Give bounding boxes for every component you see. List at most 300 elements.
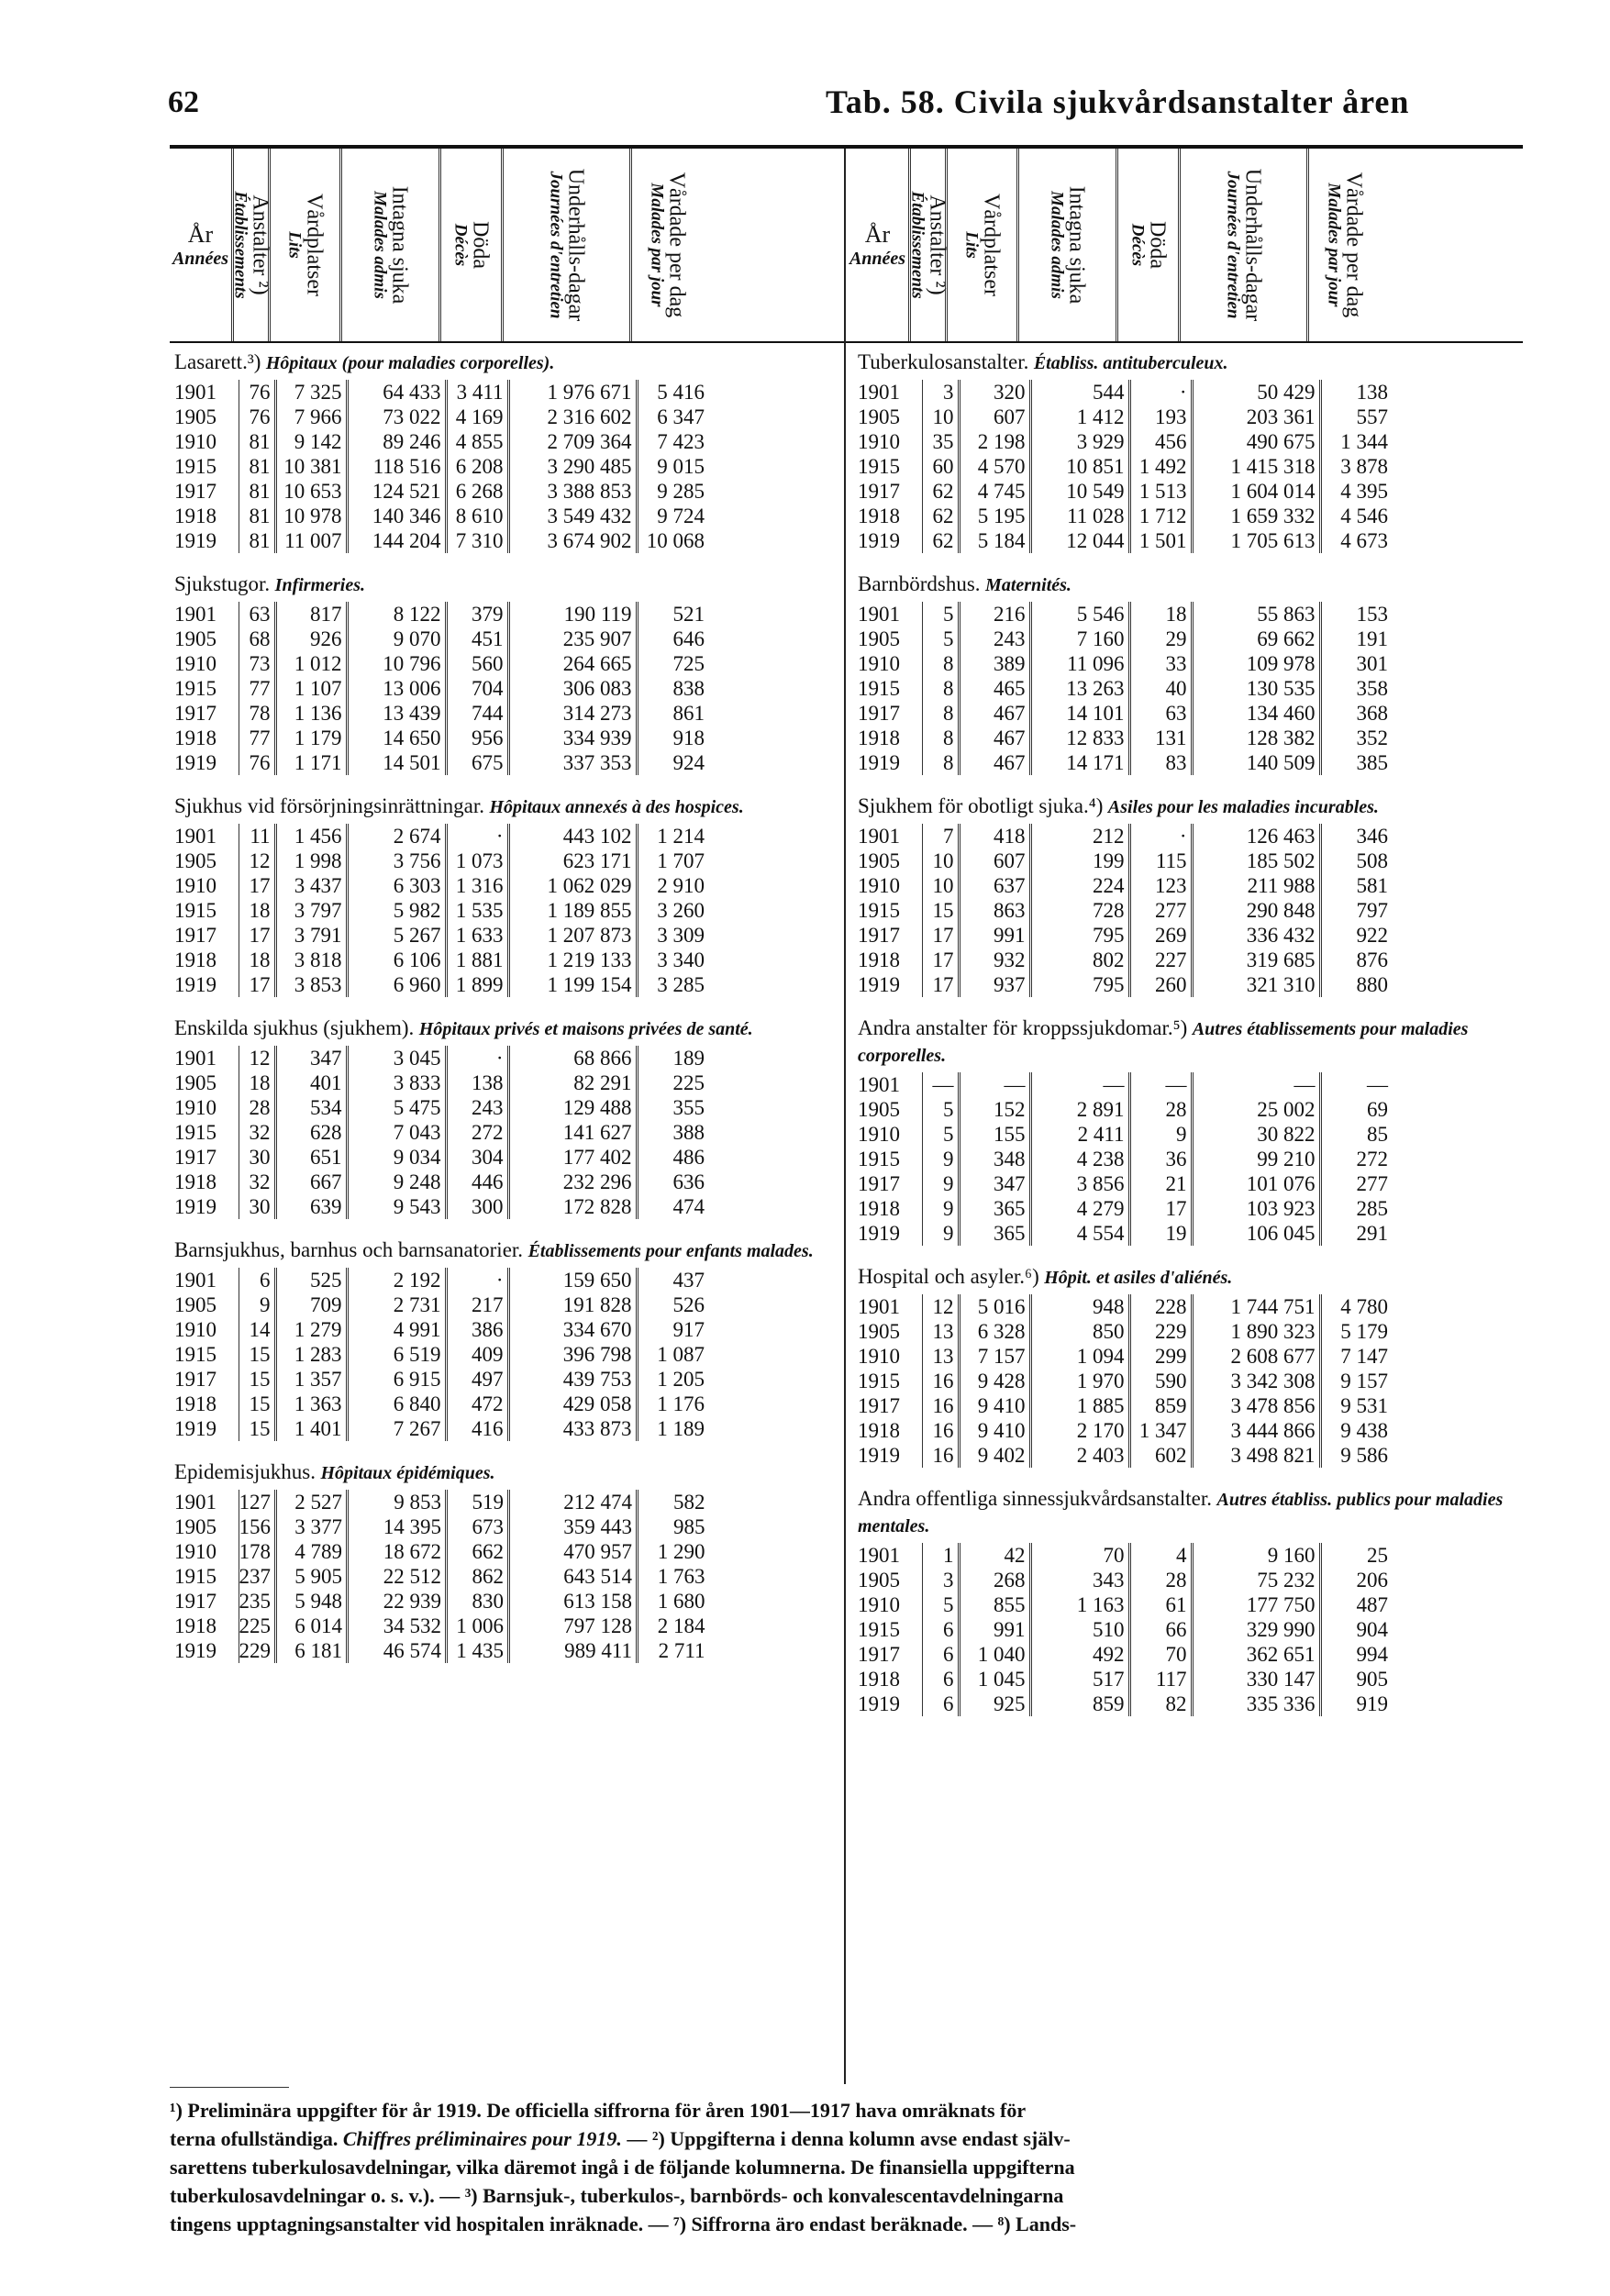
value-cell: 639 bbox=[275, 1194, 347, 1219]
value-cell: 4 554 bbox=[1030, 1221, 1129, 1246]
value-cell: 6 840 bbox=[347, 1392, 446, 1416]
value-cell: 4 169 bbox=[446, 405, 508, 429]
value-cell: 6 bbox=[922, 1667, 959, 1691]
page-number: 62 bbox=[168, 85, 199, 119]
value-cell: 277 bbox=[1356, 1172, 1388, 1195]
right-tables bbox=[858, 344, 1518, 1729]
value-cell: 15 bbox=[239, 1367, 275, 1392]
value-cell: 1 970 bbox=[1030, 1369, 1129, 1393]
value-cell: 5 bbox=[922, 602, 959, 627]
table-section bbox=[858, 1259, 1518, 1468]
year-cell: 1910 bbox=[858, 873, 922, 898]
value-cell: 6 208 bbox=[446, 454, 508, 479]
value-cell: 470 957 bbox=[509, 1539, 638, 1564]
table-row bbox=[174, 1170, 708, 1194]
value-cell: 61 bbox=[1129, 1592, 1192, 1617]
value-cell: 3 856 bbox=[1030, 1171, 1129, 1196]
value-cell: 525 bbox=[275, 1268, 347, 1292]
value-cell: · bbox=[1129, 380, 1192, 405]
value-cell: 10 796 bbox=[347, 651, 446, 676]
column-header bbox=[230, 149, 272, 341]
table-row bbox=[858, 750, 1392, 775]
value-cell: 9 586 bbox=[1340, 1444, 1388, 1467]
year-cell: 1915 bbox=[858, 898, 922, 923]
value-cell: 243 bbox=[446, 1095, 508, 1120]
value-cell: 646 bbox=[672, 627, 705, 650]
value-cell: 519 bbox=[447, 1490, 509, 1514]
year-cell: 1917 bbox=[858, 701, 922, 726]
table-row bbox=[858, 1171, 1392, 1196]
value-cell: 337 353 bbox=[508, 750, 637, 775]
value-cell: 6 328 bbox=[959, 1319, 1030, 1344]
year-header-french: Années bbox=[849, 248, 906, 269]
data-table bbox=[858, 380, 1392, 553]
value-cell: 118 516 bbox=[347, 454, 446, 479]
value-cell: 30 822 bbox=[1192, 1122, 1320, 1147]
value-cell: 6 014 bbox=[276, 1614, 348, 1638]
column-divider bbox=[844, 149, 846, 2084]
table-section bbox=[858, 1010, 1518, 1246]
table-row bbox=[858, 1294, 1392, 1319]
value-cell: 956 bbox=[446, 726, 508, 750]
table-row bbox=[174, 528, 708, 553]
value-cell: 319 685 bbox=[1192, 948, 1320, 972]
table-row bbox=[174, 1095, 708, 1120]
value-cell: 365 bbox=[959, 1221, 1030, 1246]
column-header bbox=[1181, 149, 1309, 341]
value-cell: 4 546 bbox=[1340, 505, 1388, 527]
value-cell: 3 549 432 bbox=[508, 504, 637, 528]
year-cell: 1915 bbox=[174, 1342, 239, 1367]
value-cell: 7 bbox=[922, 824, 959, 849]
value-cell: 9 bbox=[239, 1292, 275, 1317]
table-row bbox=[174, 1194, 708, 1219]
year-cell: 1905 bbox=[858, 1097, 922, 1122]
section-caption-french: Établiss. antituberculeux. bbox=[1033, 353, 1228, 373]
year-cell: 1910 bbox=[174, 429, 239, 454]
value-cell: 235 907 bbox=[508, 627, 637, 651]
value-cell: 82 bbox=[1129, 1691, 1192, 1716]
year-cell: 1918 bbox=[858, 726, 922, 750]
data-table bbox=[858, 824, 1392, 997]
value-cell: 123 bbox=[1129, 873, 1192, 898]
value-cell: 191 bbox=[1356, 627, 1388, 650]
table-row bbox=[858, 454, 1392, 479]
year-cell: 1919 bbox=[858, 528, 922, 553]
value-cell: 1 012 bbox=[275, 651, 347, 676]
value-cell: 1 881 bbox=[446, 948, 508, 972]
value-cell: · bbox=[446, 1268, 508, 1292]
table-section bbox=[174, 566, 835, 775]
section-caption-french: Établissements pour enfants malades. bbox=[527, 1241, 814, 1261]
footnote-text-french: Chiffres préliminaires pour 1919. bbox=[342, 2127, 622, 2150]
value-cell: 991 bbox=[959, 923, 1030, 948]
value-cell: 863 bbox=[959, 898, 1030, 923]
table-row bbox=[858, 602, 1392, 627]
table-row bbox=[858, 676, 1392, 701]
value-cell: 128 382 bbox=[1192, 726, 1320, 750]
section-caption bbox=[174, 344, 835, 380]
value-cell: 185 502 bbox=[1192, 849, 1320, 873]
value-cell: 1 744 751 bbox=[1192, 1294, 1320, 1319]
value-cell: 1 290 bbox=[657, 1540, 705, 1563]
value-cell: 850 bbox=[1030, 1319, 1129, 1344]
value-cell: 115 bbox=[1129, 849, 1192, 873]
value-cell: 904 bbox=[1356, 1618, 1388, 1641]
value-cell: 8 bbox=[922, 676, 959, 701]
column-header-swedish: Vårdade per dag bbox=[664, 172, 689, 318]
column-header bbox=[342, 149, 441, 341]
value-cell: 1 885 bbox=[1030, 1393, 1129, 1418]
value-cell: 526 bbox=[672, 1293, 705, 1316]
value-cell: 1 363 bbox=[275, 1392, 347, 1416]
value-cell: 12 833 bbox=[1030, 726, 1129, 750]
year-cell: 1915 bbox=[174, 676, 239, 701]
value-cell: 29 bbox=[1129, 627, 1192, 651]
table-row bbox=[174, 627, 708, 651]
value-cell: 3 444 866 bbox=[1192, 1418, 1320, 1443]
table-row bbox=[174, 824, 708, 849]
value-cell: 855 bbox=[959, 1592, 1030, 1617]
value-cell: 3 045 bbox=[347, 1046, 446, 1070]
value-cell: 15 bbox=[239, 1342, 275, 1367]
value-cell: 6 347 bbox=[657, 405, 705, 428]
section-caption-french: Hôpit. et asiles d'aliénés. bbox=[1044, 1268, 1233, 1288]
table-section bbox=[174, 1010, 835, 1219]
value-cell: 991 bbox=[959, 1617, 1030, 1642]
table-row bbox=[858, 1344, 1392, 1369]
value-cell: 401 bbox=[275, 1070, 347, 1095]
value-cell: 60 bbox=[922, 454, 959, 479]
value-cell: 16 bbox=[922, 1393, 959, 1418]
value-cell: 268 bbox=[959, 1568, 1030, 1592]
value-cell: 1 207 873 bbox=[508, 923, 637, 948]
value-cell: 467 bbox=[959, 750, 1030, 775]
value-cell: 15 bbox=[239, 1392, 275, 1416]
value-cell: 534 bbox=[275, 1095, 347, 1120]
value-cell: 557 bbox=[1356, 405, 1388, 428]
value-cell: 508 bbox=[1356, 849, 1388, 872]
value-cell: 138 bbox=[1356, 381, 1388, 404]
value-cell: 474 bbox=[672, 1195, 705, 1218]
year-cell: 1915 bbox=[858, 1369, 922, 1393]
value-cell: 10 381 bbox=[275, 454, 347, 479]
year-cell: 1919 bbox=[174, 528, 239, 553]
column-header-label bbox=[547, 169, 586, 322]
value-cell: 358 bbox=[1356, 677, 1388, 700]
value-cell: 16 bbox=[922, 1418, 959, 1443]
year-cell: 1901 bbox=[174, 380, 239, 405]
data-table bbox=[858, 602, 1392, 775]
column-header bbox=[1019, 149, 1118, 341]
value-cell: 7 310 bbox=[446, 528, 508, 553]
value-cell: 1 073 bbox=[446, 849, 508, 873]
value-cell: 159 650 bbox=[508, 1268, 637, 1292]
year-cell: 1905 bbox=[858, 849, 922, 873]
column-header-french: Journées d'entretien bbox=[1223, 171, 1242, 319]
value-cell: 36 bbox=[1129, 1147, 1192, 1171]
value-cell: 335 336 bbox=[1192, 1691, 1320, 1716]
value-cell: 127 bbox=[239, 1490, 276, 1514]
data-table bbox=[174, 1046, 708, 1219]
value-cell: 409 bbox=[446, 1342, 508, 1367]
value-cell: 12 bbox=[239, 1046, 275, 1070]
table-row bbox=[858, 1122, 1392, 1147]
value-cell: 5 475 bbox=[347, 1095, 446, 1120]
section-caption bbox=[174, 1232, 835, 1268]
value-cell: 9 410 bbox=[959, 1393, 1030, 1418]
value-cell: 3 411 bbox=[446, 380, 508, 405]
value-cell: 5 179 bbox=[1340, 1320, 1388, 1343]
value-cell: 70 bbox=[1129, 1642, 1192, 1667]
value-cell: 2 608 677 bbox=[1192, 1344, 1320, 1369]
column-header-swedish: Vårdplatser bbox=[979, 194, 1003, 296]
value-cell: 321 310 bbox=[1192, 972, 1320, 997]
value-cell: 365 bbox=[959, 1196, 1030, 1221]
year-cell: 1901 bbox=[858, 380, 922, 405]
value-cell: 628 bbox=[275, 1120, 347, 1145]
data-table bbox=[858, 1294, 1392, 1468]
value-cell: 3 878 bbox=[1340, 455, 1388, 478]
section-caption bbox=[174, 1454, 835, 1490]
value-cell: 9 410 bbox=[959, 1418, 1030, 1443]
value-cell: 3 340 bbox=[657, 948, 705, 971]
value-cell: 2 192 bbox=[347, 1268, 446, 1292]
table-row bbox=[858, 824, 1392, 849]
value-cell: 191 828 bbox=[508, 1292, 637, 1317]
column-header-swedish: Döda bbox=[468, 221, 492, 269]
section-caption bbox=[858, 344, 1518, 380]
value-cell: 4 780 bbox=[1340, 1295, 1388, 1318]
value-cell: 437 bbox=[672, 1269, 705, 1292]
table-row bbox=[174, 701, 708, 726]
year-cell: 1915 bbox=[858, 454, 922, 479]
value-cell: 1 136 bbox=[275, 701, 347, 726]
value-cell: 9 543 bbox=[347, 1194, 446, 1219]
value-cell: 5 184 bbox=[959, 528, 1030, 553]
column-header-label bbox=[908, 191, 948, 298]
value-cell: 17 bbox=[922, 948, 959, 972]
value-cell: 13 bbox=[922, 1319, 959, 1344]
column-header-french: Lits bbox=[284, 231, 304, 259]
year-cell: 1917 bbox=[174, 923, 239, 948]
value-cell: 1 492 bbox=[1129, 454, 1192, 479]
value-cell: 13 006 bbox=[347, 676, 446, 701]
value-cell: 212 474 bbox=[509, 1490, 638, 1514]
value-cell: 5 267 bbox=[347, 923, 446, 948]
table-row bbox=[174, 1367, 708, 1392]
value-cell: 63 bbox=[1129, 701, 1192, 726]
section-caption-swedish: Tuberkulosanstalter. bbox=[858, 350, 1029, 373]
value-cell: 301 bbox=[1356, 652, 1388, 675]
value-cell: 19 bbox=[1129, 1221, 1192, 1246]
value-cell: 33 bbox=[1129, 651, 1192, 676]
value-cell: 3 478 856 bbox=[1192, 1393, 1320, 1418]
value-cell: 359 443 bbox=[509, 1514, 638, 1539]
value-cell: 918 bbox=[672, 727, 705, 749]
column-header-french: Malades admis bbox=[370, 191, 389, 299]
value-cell: 285 bbox=[1356, 1197, 1388, 1220]
column-header-swedish: Vårdade per dag bbox=[1341, 172, 1366, 318]
table-row bbox=[174, 1416, 708, 1441]
page-title: Tab. 58. Civila sjukvårdsanstalter åren bbox=[826, 83, 1410, 120]
value-cell: 4 570 bbox=[959, 454, 1030, 479]
value-cell: 82 291 bbox=[508, 1070, 637, 1095]
value-cell: 1 205 bbox=[657, 1368, 705, 1391]
year-cell: 1917 bbox=[174, 1589, 239, 1614]
value-cell: 237 bbox=[239, 1564, 276, 1589]
value-cell: 346 bbox=[1356, 825, 1388, 848]
year-cell: 1910 bbox=[858, 1344, 922, 1369]
section-caption-french: Asiles pour les maladies incurables. bbox=[1107, 797, 1379, 817]
year-header-swedish: År bbox=[187, 220, 214, 248]
value-cell: 177 402 bbox=[508, 1145, 637, 1170]
table-row bbox=[858, 627, 1392, 651]
value-cell: 5 546 bbox=[1030, 602, 1129, 627]
value-cell: 81 bbox=[239, 454, 275, 479]
year-cell: 1919 bbox=[858, 1221, 922, 1246]
year-cell: 1918 bbox=[858, 948, 922, 972]
value-cell: 9 015 bbox=[657, 455, 705, 478]
value-cell: 140 509 bbox=[1192, 750, 1320, 775]
section-caption bbox=[174, 788, 835, 824]
value-cell: 5 bbox=[922, 1592, 959, 1617]
value-cell: 189 bbox=[672, 1047, 705, 1070]
section-caption bbox=[858, 566, 1518, 602]
value-cell: 304 bbox=[446, 1145, 508, 1170]
table-row bbox=[174, 1145, 708, 1170]
value-cell: 1 604 014 bbox=[1192, 479, 1320, 504]
value-cell: 35 bbox=[922, 429, 959, 454]
column-header-label bbox=[285, 194, 325, 296]
section-caption-swedish: Andra offentliga sinnessjukvårdsanstalter. bbox=[858, 1487, 1213, 1510]
value-cell: 439 753 bbox=[508, 1367, 637, 1392]
value-cell: 9 531 bbox=[1340, 1394, 1388, 1417]
column-header-label bbox=[962, 194, 1002, 296]
year-cell: 1905 bbox=[174, 1514, 239, 1539]
value-cell: 12 044 bbox=[1030, 528, 1129, 553]
value-cell: 216 bbox=[959, 602, 1030, 627]
value-cell: 443 102 bbox=[508, 824, 637, 849]
value-cell: 590 bbox=[1129, 1369, 1192, 1393]
year-cell: 1905 bbox=[174, 627, 239, 651]
value-cell: 5 982 bbox=[347, 898, 446, 923]
section-caption-swedish: Sjukhem för obotligt sjuka.⁴) bbox=[858, 794, 1104, 817]
value-cell: 117 bbox=[1129, 1667, 1192, 1691]
footnote-text: terna ofullständiga. bbox=[170, 2127, 339, 2150]
value-cell: 859 bbox=[1129, 1393, 1192, 1418]
table-section bbox=[858, 344, 1518, 553]
year-cell: 1905 bbox=[858, 405, 922, 429]
value-cell: 9 bbox=[922, 1147, 959, 1171]
value-cell: · bbox=[446, 824, 508, 849]
value-cell: 926 bbox=[275, 627, 347, 651]
value-cell: 68 bbox=[239, 627, 275, 651]
section-caption-swedish: Barnsjukhus, barnhus och barnsanatorier. bbox=[174, 1238, 524, 1261]
value-cell: 40 bbox=[1129, 676, 1192, 701]
value-cell: — bbox=[922, 1072, 959, 1097]
table-row bbox=[858, 1369, 1392, 1393]
value-cell: 9 bbox=[922, 1196, 959, 1221]
year-cell: 1918 bbox=[174, 948, 239, 972]
value-cell: 487 bbox=[1356, 1593, 1388, 1616]
value-cell: 32 bbox=[239, 1170, 275, 1194]
value-cell: 8 bbox=[922, 701, 959, 726]
value-cell: 795 bbox=[1030, 972, 1129, 997]
value-cell: 607 bbox=[959, 849, 1030, 873]
value-cell: 9 142 bbox=[275, 429, 347, 454]
value-cell: 2 170 bbox=[1030, 1418, 1129, 1443]
column-header-french: Décès bbox=[1127, 223, 1147, 267]
value-cell: 34 532 bbox=[348, 1614, 447, 1638]
value-cell: 728 bbox=[1030, 898, 1129, 923]
value-cell: 334 670 bbox=[508, 1317, 637, 1342]
value-cell: 905 bbox=[1356, 1668, 1388, 1691]
value-cell: 922 bbox=[1356, 924, 1388, 947]
value-cell: 5 016 bbox=[959, 1294, 1030, 1319]
value-cell: 272 bbox=[446, 1120, 508, 1145]
value-cell: 28 bbox=[1129, 1097, 1192, 1122]
value-cell: 347 bbox=[275, 1046, 347, 1070]
value-cell: 9 160 bbox=[1192, 1543, 1320, 1568]
value-cell: 1 094 bbox=[1030, 1344, 1129, 1369]
table-row bbox=[858, 1691, 1392, 1716]
table-row bbox=[174, 1514, 709, 1539]
value-cell: 77 bbox=[239, 726, 275, 750]
value-cell: 3 388 853 bbox=[508, 479, 637, 504]
value-cell: 797 bbox=[1356, 899, 1388, 922]
value-cell: 68 866 bbox=[508, 1046, 637, 1070]
section-caption-french: Autres établiss. publics pour maladies mentales. bbox=[858, 1490, 1504, 1536]
value-cell: 277 bbox=[1129, 898, 1192, 923]
column-header bbox=[907, 149, 949, 341]
value-cell: 6 106 bbox=[347, 948, 446, 972]
year-cell: 1918 bbox=[858, 1418, 922, 1443]
table-row bbox=[174, 1070, 708, 1095]
value-cell: 70 bbox=[1030, 1543, 1129, 1568]
value-cell: 7 966 bbox=[275, 405, 347, 429]
year-cell: 1910 bbox=[174, 1095, 239, 1120]
data-table bbox=[174, 602, 708, 775]
value-cell: 2 711 bbox=[658, 1639, 705, 1662]
table-row bbox=[174, 873, 708, 898]
column-header-french: Établissements bbox=[907, 191, 927, 299]
year-cell: 1910 bbox=[858, 1592, 922, 1617]
year-cell: 1910 bbox=[858, 429, 922, 454]
value-cell: 9 428 bbox=[959, 1369, 1030, 1393]
value-cell: 948 bbox=[1030, 1294, 1129, 1319]
column-header-french: Malades par jour bbox=[1324, 183, 1344, 307]
value-cell: 1 401 bbox=[275, 1416, 347, 1441]
value-cell: 138 bbox=[446, 1070, 508, 1095]
value-cell: 5 905 bbox=[276, 1564, 348, 1589]
table-row bbox=[174, 1268, 708, 1292]
table-row bbox=[174, 380, 708, 405]
table-row bbox=[174, 1342, 708, 1367]
value-cell: 126 463 bbox=[1192, 824, 1320, 849]
value-cell: 4 855 bbox=[446, 429, 508, 454]
value-cell: 7 423 bbox=[657, 430, 705, 453]
value-cell: 4 789 bbox=[276, 1539, 348, 1564]
year-cell: 1915 bbox=[858, 1617, 922, 1642]
value-cell: 7 160 bbox=[1030, 627, 1129, 651]
value-cell: 725 bbox=[672, 652, 705, 675]
value-cell: 917 bbox=[672, 1318, 705, 1341]
value-cell: 9 034 bbox=[347, 1145, 446, 1170]
section-caption-french: Hôpitaux (pour maladies corporelles). bbox=[265, 353, 555, 373]
data-table bbox=[174, 1490, 709, 1663]
table-row bbox=[174, 972, 708, 997]
